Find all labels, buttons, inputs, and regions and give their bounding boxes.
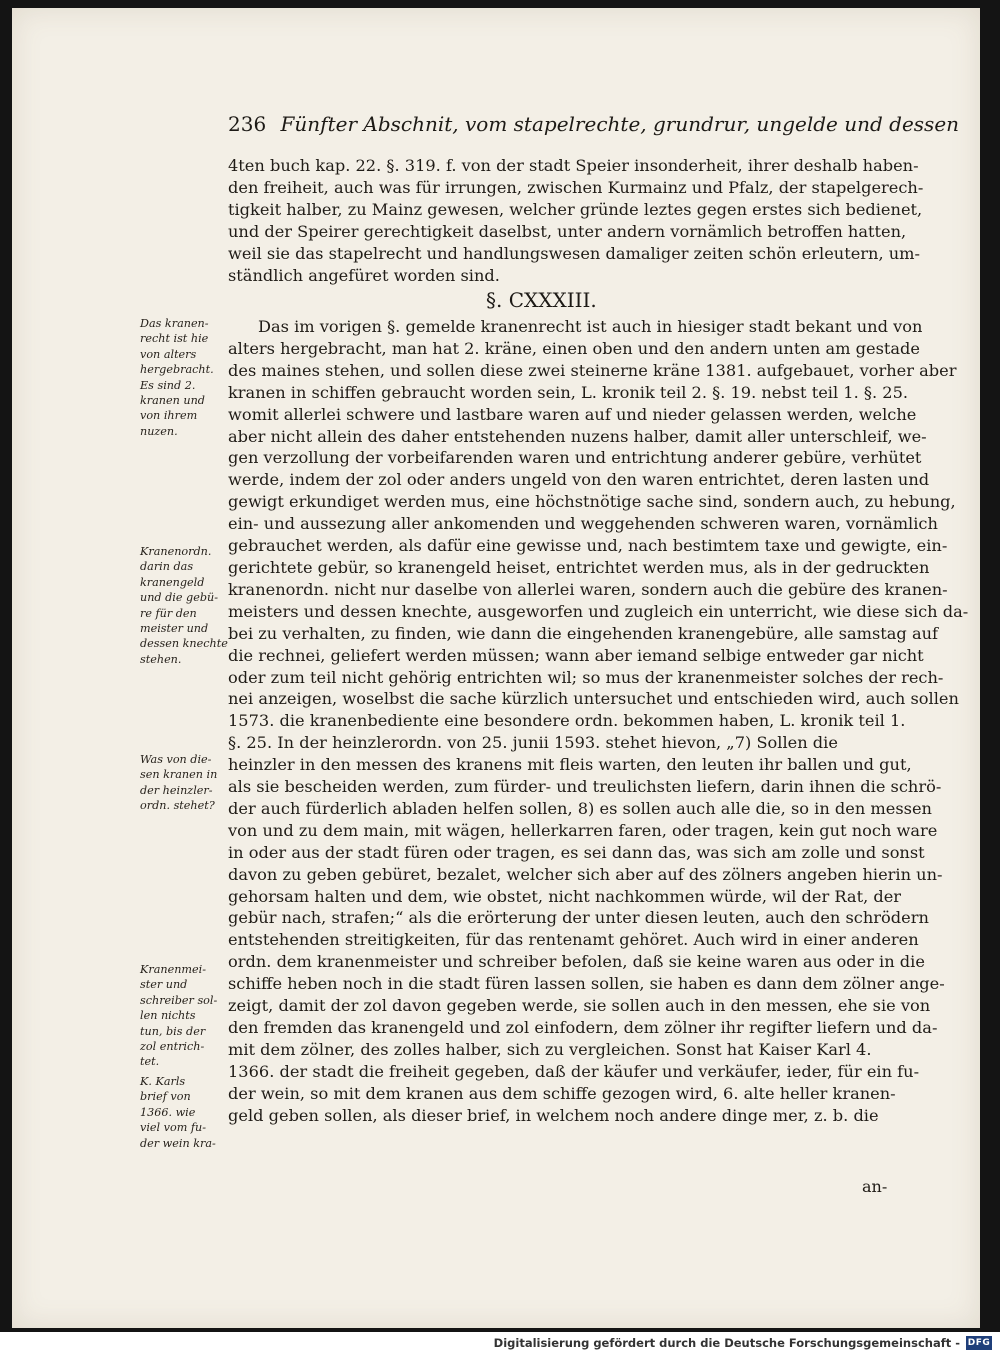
margin-line: der heinzler-	[140, 783, 213, 797]
margin-line: Kranenmei-	[140, 963, 206, 976]
intro-paragraph	[228, 155, 924, 286]
text-line: kranenordn. nicht nur daselbe von allerlei waren, sondern auch die gebüre des kranen-	[228, 579, 948, 599]
margin-line: dessen knechte	[140, 637, 228, 651]
margin-line: der wein kra-	[140, 1136, 216, 1150]
margin-line: meister und	[140, 622, 209, 636]
text-line: gehorsam halten und dem, wie obstet, nicht nachkommen würde, wil der Rat, der	[228, 886, 902, 906]
text-line: den fremden das kranengeld und zol einfodern, dem zölner ihr regifter liefern und da-	[228, 1018, 938, 1037]
text-line: 1366. der stadt die freiheit gegeben, daß der käufer und verkäufer, ieder, für ein fu-	[228, 1061, 920, 1081]
margin-line: tun, bis der	[140, 1024, 206, 1038]
text-line: 1573. die kranenbediente eine besondere ordn. bekommen haben, L. kronik teil 1.	[228, 711, 906, 731]
margin-line: K. Karls	[140, 1075, 186, 1088]
text-line: von und zu dem main, mit wägen, hellerkarren faren, oder tragen, kein gut noch ware	[228, 820, 938, 840]
page-number: 236	[228, 112, 267, 136]
text-line: entstehenden streitigkeiten, für das rentenamt gehöret. Auch wird in einer anderen	[228, 930, 919, 950]
margin-line: Das kranen-	[140, 317, 209, 330]
margin-line: brief von	[140, 1090, 191, 1104]
margin-line: von alters	[140, 347, 197, 361]
text-line: bei zu verhalten, zu finden, wie dann die eingehenden kranengebüre, alle samstag auf	[228, 623, 939, 643]
main-paragraph	[228, 316, 969, 1127]
text-line: des maines stehen, und sollen diese zwei steinerne kräne 1381. aufgebauet, vorher aber	[228, 360, 957, 380]
text-line: §. 25. In der heinzlerordn. von 25. junii 1593. stehet hievon, „7) Sollen die	[228, 733, 838, 753]
margin-line: Es sind 2.	[140, 378, 196, 392]
text-line: ein- und aussezung aller ankomenden und weggehenden schweren waren, vornämlich	[228, 514, 938, 534]
margin-line: hergebracht.	[140, 363, 214, 377]
margin-line: stehen.	[140, 652, 182, 666]
margin-line: sen kranen in	[140, 768, 218, 782]
text-line: nei anzeigen, woselbst die sache kürzlich untersuchet und entschieden wird, auch sollen	[228, 689, 959, 709]
text-line: weil sie das stapelrecht und handlungswesen damaliger zeiten schön erleutern, um-	[228, 243, 920, 263]
text-line: und der Speirer gerechtigkeit daselbst, unter andern vornämlich betroffen hatten,	[228, 221, 907, 241]
catchword: an-	[862, 1177, 888, 1196]
text-line: gewigt erkundiget werden mus, eine höchstnötige sache sind, sondern auch, zu hebung,	[228, 492, 956, 512]
margin-note-kranenrecht	[140, 316, 224, 439]
text-line: womit allerlei schwere und lastbare waren auf und nieder gelassen werden, welche	[228, 404, 917, 424]
margin-line: len nichts	[140, 1009, 196, 1023]
section-heading: §. CXXXIII.	[486, 288, 597, 312]
margin-note-karls-brief	[140, 1074, 224, 1151]
text-line: Das im vorigen §. gemelde kranenrecht ist auch in hiesiger stadt bekant und von	[258, 317, 923, 336]
margin-line: re für den	[140, 606, 197, 620]
header-title: Fünfter Abschnit, vom stapelrechte, grundrur, ungelde und dessen	[280, 112, 960, 136]
margin-line: viel vom fu-	[140, 1121, 206, 1135]
text-line: als sie bescheiden werden, zum fürder- und treulichsten liefern, darin ihnen die schrö-	[228, 777, 942, 797]
margin-line: Kranenordn.	[140, 545, 212, 558]
margin-line: und die gebü-	[140, 591, 218, 605]
margin-line: ordn. stehet?	[140, 799, 215, 813]
text-line: der wein, so mit dem kranen aus dem schiffe gezogen wird, 6. alte heller kranen-	[228, 1083, 896, 1103]
margin-line: 1366. wie	[140, 1105, 196, 1119]
margin-line: von ihrem	[140, 409, 198, 423]
running-header	[228, 112, 960, 142]
text-line: gebür nach, strafen;“ als die erörterung der unter diesen leuten, auch den schrödern	[228, 908, 929, 928]
text-line: gerichtete gebür, so kranengeld heiset, entrichtet werden mus, als in der gedruckten	[228, 557, 930, 577]
margin-line: kranengeld	[140, 575, 205, 589]
text-line: kranen in schiffen gebraucht worden sein, L. kronik teil 2. §. 19. nebst teil 1. §. 25.	[228, 382, 909, 402]
text-line: 4ten buch kap. 22. §. 319. f. von der stadt Speier insonderheit, ihrer deshalb haben-	[228, 156, 919, 175]
text-line: ordn. dem kranenmeister und schreiber befolen, daß sie keine waren aus oder in die	[228, 952, 925, 972]
dfg-logo: DFG	[967, 1338, 991, 1348]
text-line: tigkeit halber, zu Mainz gewesen, welcher gründe leztes gegen erstes sich bedienet,	[228, 199, 923, 219]
margin-line: darin das	[140, 560, 194, 574]
text-line: in oder aus der stadt füren oder tragen, es sei dann das, was sich am zolle und sonst	[228, 842, 925, 862]
text-line: davon zu geben gebüret, bezalet, welcher sich aber auf des zölners angeben hierin un-	[228, 864, 943, 884]
margin-line: zol entrich-	[140, 1040, 205, 1054]
text-line: gebrauchet werden, als dafür eine gewisse und, nach bestimtem taxe und gewigte, ein-	[228, 536, 948, 556]
funding-notice: Digitalisierung gefördert durch die Deutsche Forschungsgemeinschaft -	[493, 1336, 960, 1350]
text-line: meisters und dessen knechte, ausgeworfen und zugleich ein unterricht, wie diese sich da-	[228, 601, 969, 621]
text-line: zeigt, damit der zol davon gegeben werde, sie sollen auch in den messen, ehe sie von	[228, 996, 931, 1016]
text-line: gen verzollung der vorbeifarenden waren und entrichtung anderer gebüre, verhütet	[228, 448, 922, 468]
margin-line: kranen und	[140, 394, 205, 408]
text-line: ständlich angefüret worden sind.	[228, 265, 500, 285]
text-line: aber nicht allein des daher entstehenden nuzens halber, damit aller unterschleif, we-	[228, 426, 927, 446]
margin-line: tet.	[140, 1055, 160, 1069]
margin-line: recht ist hie	[140, 332, 209, 346]
text-line: schiffe heben noch in die stadt füren lassen sollen, sie haben es dann dem zölner ange-	[228, 974, 945, 994]
margin-line: nuzen.	[140, 424, 178, 438]
text-line: geld geben sollen, als dieser brief, in welchem noch andere dinge mer, z. b. die	[228, 1105, 879, 1125]
text-line: die rechnei, geliefert werden müssen; wann aber iemand selbige entweder gar nicht	[228, 645, 924, 665]
margin-note-kranenordnung	[140, 544, 228, 667]
margin-note-kranenmeister	[140, 962, 224, 1070]
margin-line: ster und	[140, 978, 188, 992]
text-line: heinzler in den messen des kranens mit fleis warten, den leuten ihr ballen und gut,	[228, 755, 912, 775]
margin-line: schreiber sol-	[140, 993, 218, 1007]
text-line: alters hergebracht, man hat 2. kräne, einen oben und den andern unten am gestade	[228, 338, 920, 358]
footer-bar	[0, 1332, 1000, 1355]
text-line: mit dem zölner, des zolles halber, sich zu vergleichen. Sonst hat Kaiser Karl 4.	[228, 1039, 872, 1059]
text-line: werde, indem der zol oder anders ungeld von den waren entrichtet, deren lasten und	[228, 470, 930, 490]
margin-line: Was von die-	[140, 753, 212, 766]
margin-note-heinzlerordnung	[140, 752, 224, 814]
text-line: der auch fürderlich abladen helfen sollen, 8) es sollen auch alle die, so in den messen	[228, 798, 932, 818]
text-line: den freiheit, auch was für irrungen, zwischen Kurmainz und Pfalz, der stapelgerech-	[228, 177, 924, 197]
text-line: oder zum teil nicht gehörig entrichten wil; so mus der kranenmeister solches der rech-	[228, 667, 944, 687]
